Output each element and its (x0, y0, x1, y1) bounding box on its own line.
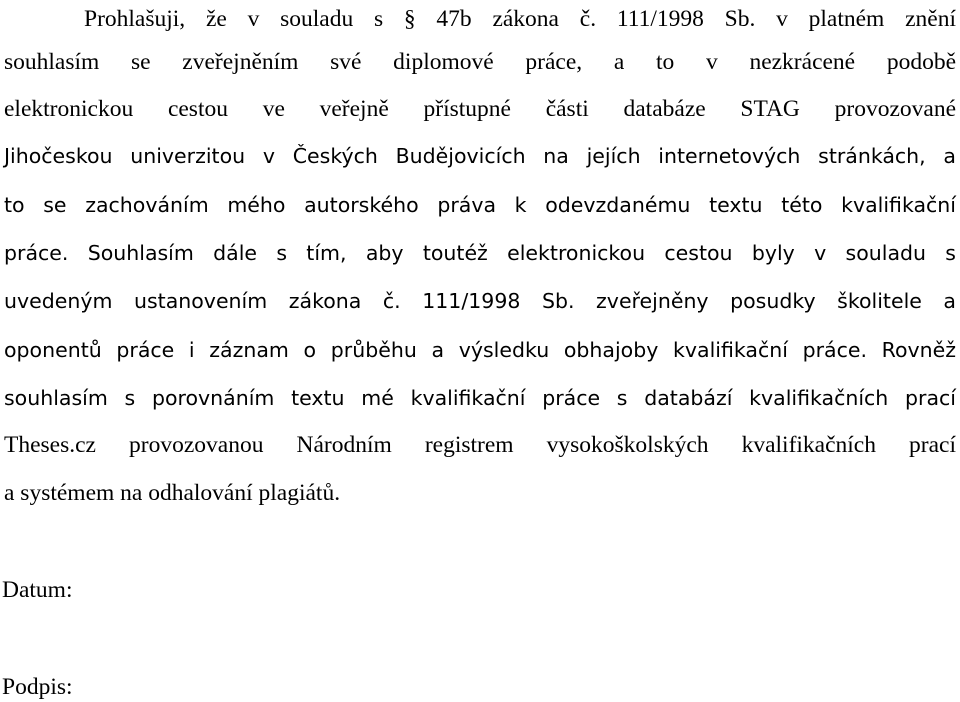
paragraph-line: to se zachováním mého autorského práva k odevzdanému textu této kvalifikační (4, 193, 956, 217)
paragraph-line: souhlasím s porovnáním textu mé kvalifikační práce s databází kvalifikačních prací (4, 386, 956, 410)
paragraph-line: Theses.cz provozovanou Národním registrem vysokoškolských kvalifikačních prací (4, 432, 956, 458)
paragraph-line: Prohlašuji, že v souladu s § 47b zákona č. 111/1998 Sb. v platném znění (84, 6, 956, 32)
date-label: Datum: (2, 577, 73, 603)
paragraph-line: práce. Souhlasím dále s tím, aby toutéž elektronickou cestou byly v souladu s (4, 241, 956, 265)
paragraph-line: uvedeným ustanovením zákona č. 111/1998 Sb. zveřejněny posudky školitele a (4, 289, 956, 313)
paragraph-line: Jihočeskou univerzitou v Českých Budějovicích na jejích internetových stránkách, a (4, 144, 956, 168)
paragraph-line: oponentů práce i záznam o průběhu a výsledku obhajoby kvalifikační práce. Rovněž (4, 338, 956, 362)
paragraph-line: elektronickou cestou ve veřejně přístupné části databáze STAG provozované (4, 96, 956, 122)
paragraph-line: a systémem na odhalování plagiátů. (4, 480, 341, 506)
paragraph-line: souhlasím se zveřejněním své diplomové práce, a to v nezkrácené podobě (4, 49, 956, 75)
signature-label: Podpis: (2, 674, 73, 700)
